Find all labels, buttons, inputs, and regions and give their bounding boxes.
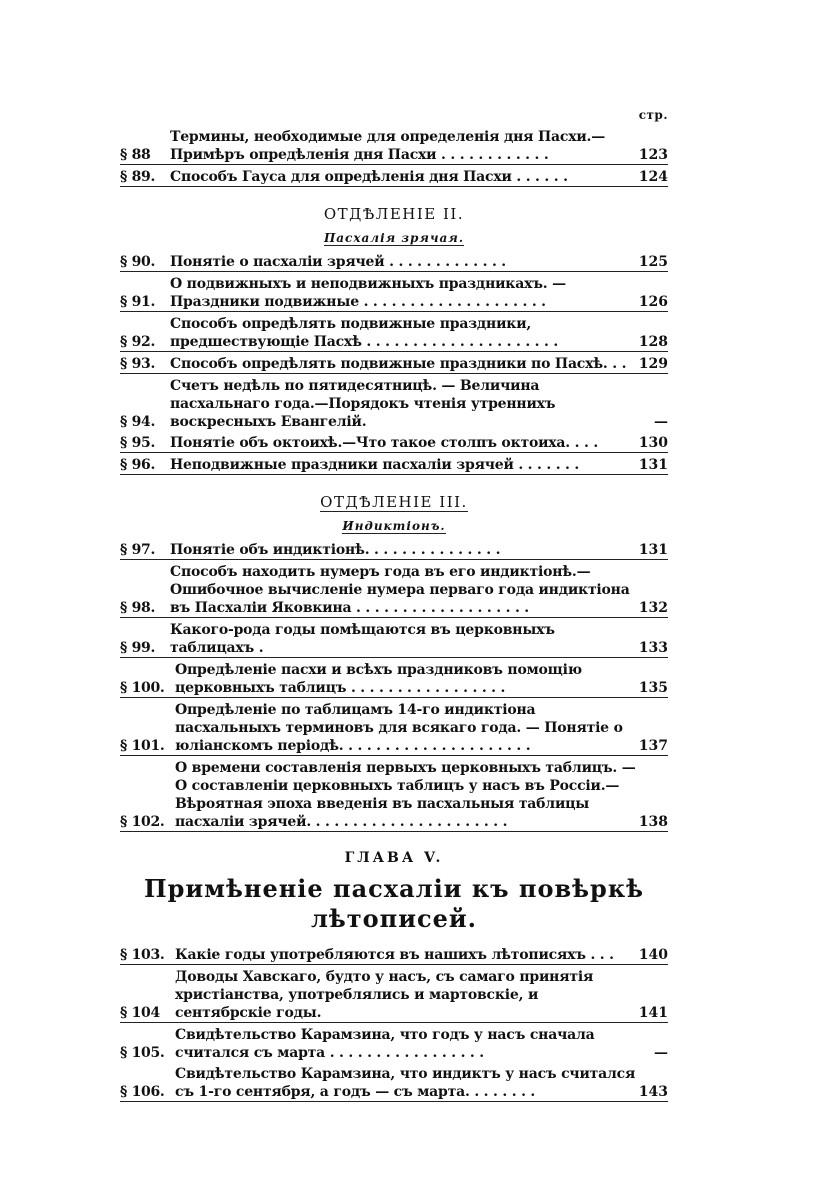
entry-title: Неподвижные праздники пасхаліи зрячей . . . . . . . [170, 457, 580, 473]
entry-page: 126 [638, 294, 668, 310]
entry-title: Способъ Гауса для опредѣленія дня Пасхи . . . . . . [170, 169, 568, 185]
entry-number: § 96. [120, 457, 156, 473]
section-subtitle-2 [120, 231, 668, 245]
entry-number: § 97. [120, 542, 156, 558]
entry-page: 133 [638, 640, 668, 656]
entry-title: Счетъ недѣль по пятидесятницѣ. — Величина пасхальнаго года.—Порядокъ чтенія утреннихъ воскресныхъ Евангелій. [170, 378, 556, 430]
entry-page: — [654, 414, 668, 430]
chapter-title: Примѣненіе пасхаліи къ повѣркѣ лѣтописей. [143, 874, 645, 933]
entry-page: 131 [638, 542, 668, 558]
entry-number: § 102. [120, 814, 165, 830]
entry-page: 123 [638, 147, 668, 163]
toc-entry [120, 946, 668, 965]
section-heading-3 [120, 493, 668, 511]
entry-title: Свидѣтельство Карамзина, что индиктъ у насъ считался съ 1-го сентября, а годъ — съ марта. . . . . . . . [175, 1066, 636, 1100]
toc-group-2 [120, 253, 668, 475]
entry-number: § 106. [120, 1084, 165, 1100]
entry-number: § 94. [120, 414, 156, 430]
toc-group-4 [120, 946, 668, 1102]
toc-group-3 [120, 541, 668, 832]
toc-entry [120, 661, 668, 698]
entry-page: 138 [638, 814, 668, 830]
entry-page: 132 [638, 600, 668, 616]
entry-page: 124 [638, 169, 668, 185]
table-of-contents [120, 108, 668, 1105]
entry-title: Свидѣтельство Карамзина, что годъ у насъ сначала считался съ марта . . . . . . . . . . . . . . . . . [175, 1027, 595, 1061]
entry-title: О подвижныхъ и неподвижныхъ праздникахъ. — Праздники подвижные . . . . . . . . . . . . . . . . . . . . [170, 276, 566, 310]
entry-page: 131 [638, 457, 668, 473]
section-subtitle-text: Пасхалія зрячая. [323, 231, 465, 245]
entry-title: Способъ находить нумеръ года въ его индиктіонѣ.—Ошибочное вычисленіе нумера перваго года индиктіона въ Пасхаліи Яковкина . . . . . . . . . . . . . . . . . . . [170, 564, 630, 616]
section-heading-2: ОТДѢЛЕНІЕ II. [323, 205, 465, 223]
entry-title: Доводы Хавскаго, будто у насъ, съ самаго принятія христіанства, употреблялись и мартовскіе, и сентябрскіе годы. [175, 969, 594, 1021]
toc-entry [120, 355, 668, 374]
section-subtitle-text: Индиктіонъ. [342, 519, 446, 533]
toc-entry [120, 1026, 668, 1062]
toc-entry [120, 759, 668, 832]
toc-entry [120, 541, 668, 560]
entry-title: Понятіе объ октоихѣ.—Что такое столпъ октоиха. . . . [170, 435, 599, 451]
entry-number: § 91. [120, 294, 156, 310]
entry-number: § 95. [120, 435, 156, 451]
entry-page: 128 [638, 334, 668, 350]
entry-number: § 100. [120, 680, 165, 696]
entry-number: § 88 [120, 147, 151, 163]
section-heading-text: ОТДѢЛЕНІЕ III. [320, 493, 468, 511]
toc-entry [120, 377, 668, 431]
entry-page: 125 [638, 254, 668, 270]
toc-entry [120, 701, 668, 756]
entry-title: О времени составленія первыхъ церковныхъ таблицъ. — О составленіи церковныхъ таблицъ у насъ въ Россіи.—Вѣроятная эпоха введенія въ пасхальныя таблицы пасхаліи зрячей. . . . . . . . . . . . . . . . . . . . . . [175, 760, 636, 830]
entry-number: § 90. [120, 254, 156, 270]
entry-title: Понятіе о пасхаліи зрячей . . . . . . . . . . . . . [170, 254, 506, 270]
entry-title: Термины, необходимые для определенія дня Пасхи.—Примѣръ опредѣленія дня Пасхи . . . . . . . . . . . . [170, 129, 606, 163]
entry-page: 130 [638, 435, 668, 451]
entry-number: § 103. [120, 947, 165, 963]
toc-entry [120, 128, 668, 165]
chapter-heading: ГЛАВА V. [344, 850, 444, 866]
entry-number: § 92. [120, 334, 156, 350]
toc-group-1 [120, 128, 668, 187]
toc-entry [120, 253, 668, 272]
toc-entry [120, 456, 668, 475]
entry-number: § 104 [120, 1005, 160, 1021]
toc-entry [120, 1065, 668, 1102]
entry-page: 137 [638, 738, 668, 754]
section-subtitle-3 [120, 519, 668, 533]
entry-title: Какого-рода годы помѣщаются въ церковныхъ таблицахъ . [170, 622, 555, 656]
entry-page: 135 [638, 680, 668, 696]
entry-title: Опредѣленіе по таблицамъ 14-го индиктіона пасхальныхъ терминовъ для всякаго года. — Понятіе о юліанскомъ періодѣ. . . . . . . . . . . . . . . . . . . . . [175, 702, 623, 754]
entry-page: — [654, 1045, 668, 1061]
entry-page: 140 [638, 947, 668, 963]
toc-entry [120, 434, 668, 453]
toc-entry [120, 621, 668, 658]
entry-page: 141 [638, 1005, 668, 1021]
entry-number: § 89. [120, 169, 156, 185]
entry-page: 143 [638, 1084, 668, 1100]
entry-page: 129 [638, 356, 668, 372]
entry-title: Способъ опредѣлять подвижные праздники по Пасхѣ. . . [170, 356, 627, 372]
toc-entry [120, 275, 668, 312]
entry-number: § 101. [120, 738, 165, 754]
entry-number: § 105. [120, 1045, 165, 1061]
entry-number: § 93. [120, 356, 156, 372]
toc-entry [120, 168, 668, 187]
entry-number: § 98. [120, 600, 156, 616]
entry-title: Опредѣленіе пасхи и всѣхъ праздниковъ помощію церковныхъ таблицъ . . . . . . . . . . . . . . . . . [175, 662, 582, 696]
toc-entry [120, 315, 668, 352]
entry-title: Способъ опредѣлять подвижные праздники, предшествующіе Пасхѣ . . . . . . . . . . . . . . . . . . . . . [170, 316, 559, 350]
toc-entry [120, 968, 668, 1023]
toc-entry [120, 563, 668, 618]
entry-title: Понятіе объ индиктіонѣ. . . . . . . . . . . . . . . [170, 542, 501, 558]
entry-number: § 99. [120, 640, 156, 656]
page-column-label: стр. [638, 108, 668, 122]
entry-title: Какіе годы употребляются въ нашихъ лѣтописяхъ . . . [175, 947, 614, 963]
